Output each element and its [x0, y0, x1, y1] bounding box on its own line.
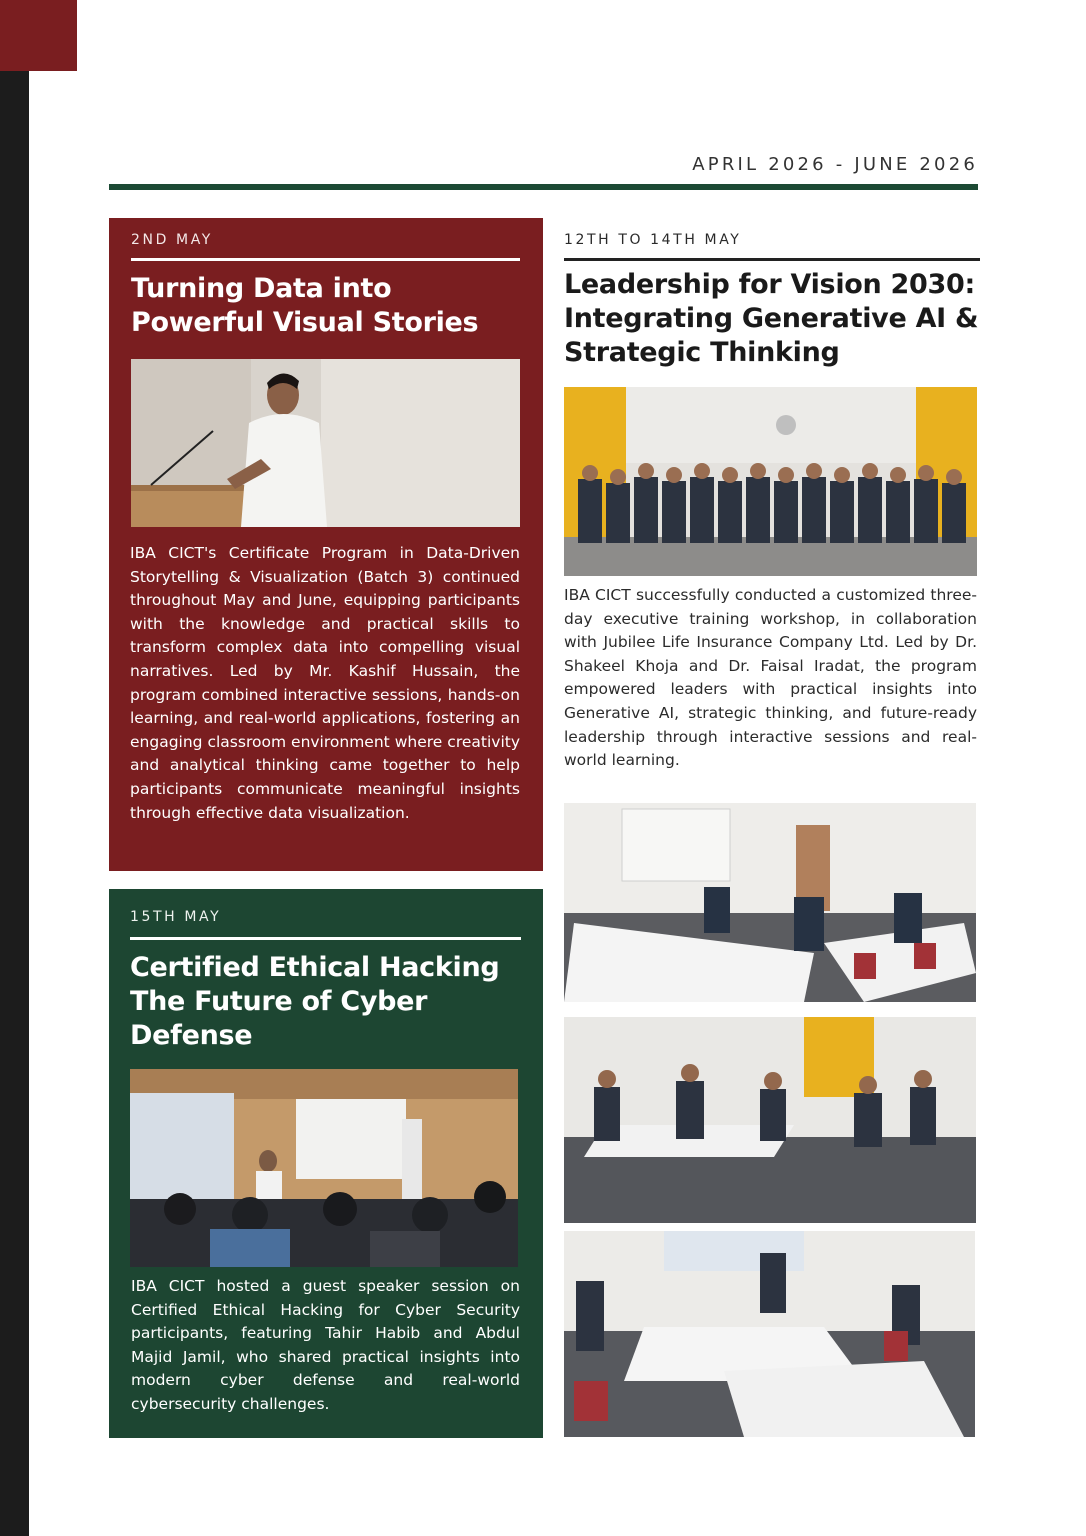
corner-accent-block	[0, 0, 77, 71]
article-date: 15TH MAY	[130, 909, 222, 925]
article-ethical-hacking	[109, 889, 543, 1438]
classroom-lecture-photo	[130, 1069, 518, 1267]
article-title: Turning Data into Powerful Visual Stories	[131, 273, 479, 338]
speaker-at-podium-photo	[131, 359, 520, 527]
article-date: 2ND MAY	[131, 232, 213, 248]
workshop-session-photo-3	[564, 1231, 975, 1437]
article-body: IBA CICT successfully conducted a customized three-day executive training workshop, in collaboration with Jubilee Life Insurance Company Ltd. Led by Dr. Shakeel Khoja and Dr. Faisal Iradat, the program empowered leaders with practical insights into Generative AI, strategic thinking, and future-ready leadership through interactive sessions and real-world learning.	[564, 586, 977, 770]
article-date: 12TH TO 14TH MAY	[564, 232, 742, 248]
article-divider	[564, 258, 980, 261]
article-divider	[131, 258, 520, 261]
header-divider	[109, 184, 978, 190]
article-data-storytelling	[109, 218, 543, 871]
workshop-session-photo-2	[564, 1017, 976, 1223]
article-body: IBA CICT's Certificate Program in Data-Driven Storytelling & Visualization (Batch 3) continued throughout May and June, equipping participants with the knowledge and practical skills to transform complex data into compelling visual narratives. Led by Mr. Kashif Hussain, the program combined interactive sessions, hands-on learning, and real-world applications, fostering an engaging classroom environment where creativity and analytical thinking came together to help participants communicate meaningful insights through effective data visualization.	[130, 544, 520, 822]
article-divider	[130, 937, 521, 940]
workshop-session-photo-1	[564, 803, 976, 1002]
issue-period: APRIL 2026 - JUNE 2026	[692, 154, 978, 175]
article-title: Leadership for Vision 2030: Integrating Generative AI & Strategic Thinking	[564, 269, 979, 368]
article-body: IBA CICT hosted a guest speaker session on Certified Ethical Hacking for Cyber Security participants, featuring Tahir Habib and Abdul Majid Jamil, who shared practical insights into modern cyber defense and real-world cybersecurity challenges.	[131, 1277, 520, 1413]
article-title: Certified Ethical Hacking The Future of Cyber Defense	[130, 952, 500, 1051]
group-photo	[564, 387, 977, 576]
left-sidebar-strip	[0, 0, 29, 1536]
